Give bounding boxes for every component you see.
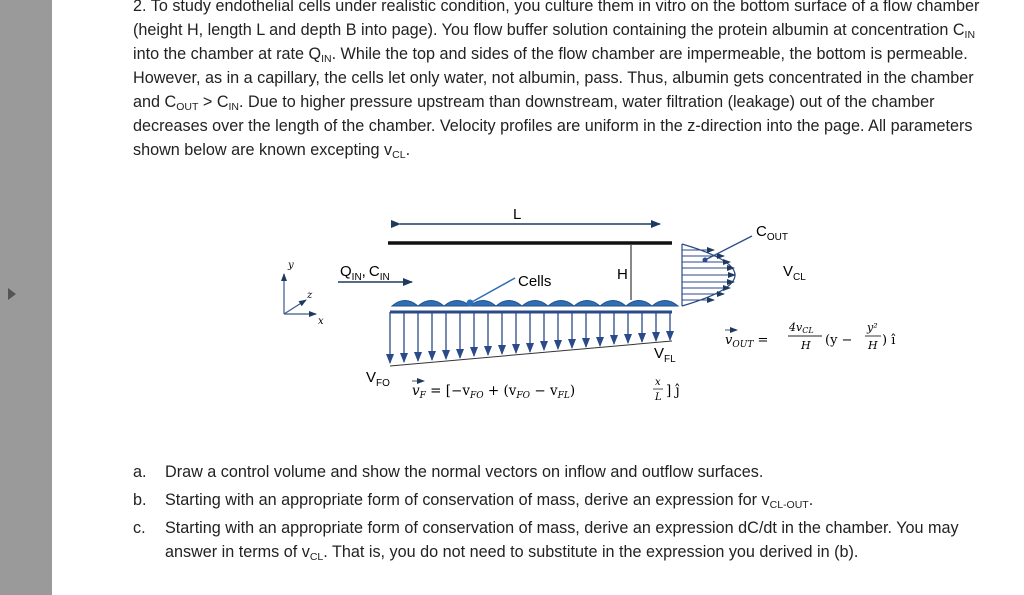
height-label: H [617,266,628,283]
question-marker: b. [133,491,147,509]
axis-y-label: y [288,260,294,271]
permeable-bottom [390,312,672,366]
eq-out-num: 4vCL [789,321,814,335]
question-b: b. Starting with an appropriate form of conservation of mass, derive an expression for $v_{CL-OUT}$. [133,488,993,512]
eq-f-frac-den: L [655,392,662,403]
problem-number: 2. [133,0,147,15]
eq-out-frac-num: y² [867,321,878,334]
question-a [133,460,993,484]
axis-x-label: x [318,316,324,327]
outlet-velocity-equation [725,321,896,352]
question-text: Starting with an appropriate form of conservation of mass, derive an expression for v [165,491,770,509]
vcl-label: $V_{CL}$ [783,263,806,283]
question-marker: c. [133,519,146,537]
eq-f-main: $v_F = [-v_{FO} + (v_{FO} - v_{FL})$ [412,383,576,401]
inflow [338,263,412,283]
question-list [133,460,993,568]
height-dimension [617,245,631,300]
eq-out-den: H [801,339,811,352]
cell-layer [392,273,678,307]
vfl-label: $V_{FL}$ [654,345,676,365]
inflow-label: $Q_{IN}$, $C_{IN}$ [340,263,390,283]
problem-statement: 2. To study endothelial cells under realistic condition, you culture them in vitro on the bottom surface of a flow chamber (height H, length L and depth B into page). You flow buffer solution containing the protein albumin at concentration $C_{IN}$ into the chamber at rate $Q_{IN}$. While the top and sides of the flow chamber are impermeable, the bottom is permeable. However, as in a capillary, the cells let only water, not albumin, pass. Thus, albumin gets concentrated in the chamber and $C_{OUT} > C_{IN}$. Due to higher pressure upstream than downstream, water filtration (leakage) out of the chamber decreases over the length of the chamber. Velocity profiles are uniform in the z-direction into the page. All parameters shown below are known excepting $v_{CL}$. [133,0,993,162]
outlet-velocity-profile [682,236,752,306]
cells-label: Cells [518,273,552,290]
question-text: Draw a control volume and show the normal vectors on inflow and outflow surfaces. [165,463,764,481]
cout-label: $C_{OUT}$ [756,223,788,243]
eq-f-frac-num: x [655,377,661,388]
eq-out-close: ) î [882,333,896,348]
eq-out-frac-den: H [868,339,878,352]
coordinate-axes [284,260,324,327]
axis-z-label: z [307,290,313,301]
eq-out-lhs: $v_{OUT}$ = [725,333,769,350]
question-c: c. Starting with an appropriate form of conservation of mass, derive an expression dC/dt in the chamber. You may answer in terms of $v_{CL}$. That is, you do not need to substitute in the expression you derived in (b). [133,516,993,564]
eq-out-paren: (y − [825,333,853,348]
filtration-velocity-equation [412,377,680,403]
question-marker: a. [133,463,147,481]
eq-f-end: ] ĵ [666,383,680,399]
question-text: Starting with an appropriate form of conservation of mass, derive an expression dC/dt in the chamber. You may answer in terms of v [165,519,959,561]
length-dimension [400,206,660,224]
length-label: L [513,206,522,223]
vfo-label: $V_{FO}$ [366,369,390,389]
